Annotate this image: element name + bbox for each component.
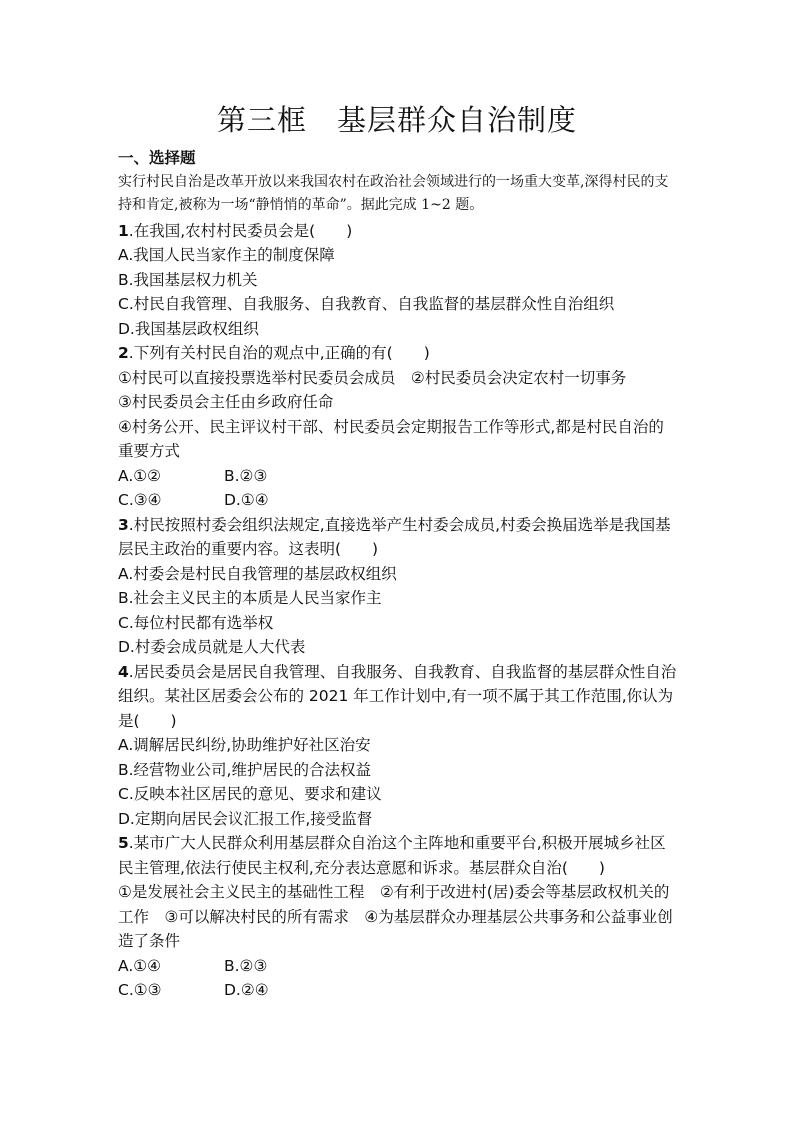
options-row <box>118 464 678 489</box>
option-a: A.①② <box>118 466 162 485</box>
question-1 <box>118 219 678 342</box>
question-2 <box>118 341 678 513</box>
section-heading: 一、选择题 <box>118 149 196 167</box>
question-stem: 2.下列有关村民自治的观点中,正确的有( ) <box>118 344 430 362</box>
question-4 <box>118 660 678 832</box>
option-c: C.村民自我管理、自我服务、自我教育、自我监督的基层群众性自治组织 <box>118 295 615 313</box>
option-c: C.反映本社区居民的意见、要求和建议 <box>118 785 382 803</box>
option-d: D.我国基层政权组织 <box>118 319 259 338</box>
option-c: C.③④ <box>118 491 162 509</box>
statement-line: ①村民可以直接投票选举村民委员会成员 ②村民委员会决定农村一切事务 <box>118 368 627 387</box>
option-d: D.②④ <box>224 981 269 999</box>
option-a: A.我国人民当家作主的制度保障 <box>118 246 335 264</box>
options-row <box>118 488 678 513</box>
option-c: C.①③ <box>118 981 162 999</box>
options-row <box>118 978 678 1003</box>
option-b: B.社会主义民主的本质是人民当家作主 <box>118 589 382 607</box>
question-stem: 3.村民按照村委会组织法规定,直接选举产生村委会成员,村委会换届选举是我国基层民主政治的重要内容。这表明( ) <box>118 515 671 558</box>
statement-line: ④村务公开、民主评议村干部、村民委员会定期报告工作等形式,都是村民自治的重要方式 <box>118 417 664 460</box>
statement-line: ①是发展社会主义民主的基础性工程 ②有利于改进村(居)委会等基层政权机关的工作 ③可以解决村民的所有需求 ④为基层群众办理基层公共事务和公益事业创造了条件 <box>118 883 673 950</box>
option-a: A.村委会是村民自我管理的基层政权组织 <box>118 564 397 583</box>
document-body <box>118 146 678 1003</box>
option-a: A.①④ <box>118 956 162 975</box>
question-stem: 4.居民委员会是居民自我管理、自我服务、自我教育、自我监督的基层群众性自治组织。某社区居委会公布的 2021 年工作计划中,有一项不属于其工作范围,你认为是( ) <box>118 662 677 730</box>
option-b: B.②③ <box>224 956 268 975</box>
question-3 <box>118 513 678 660</box>
page-title: 第三框 基层群众自治制度 <box>216 103 577 137</box>
option-b: B.经营物业公司,维护居民的合法权益 <box>118 760 371 779</box>
options-row <box>118 954 678 979</box>
option-d: D.村委会成员就是人大代表 <box>118 638 306 656</box>
option-d: D.定期向居民会议汇报工作,接受监督 <box>118 809 373 828</box>
question-5 <box>118 831 678 1003</box>
question-stem: 5.某市广大人民群众利用基层群众自治这个主阵地和重要平台,积极开展城乡社区民主管理,依法行使民主权利,充分表达意愿和诉求。基层群众自治( ) <box>118 834 666 877</box>
option-d: D.①④ <box>224 491 269 509</box>
reading-passage: 实行村民自治是改革开放以来我国农村在政治社会领域进行的一场重大变革,深得村民的支持和肯定,被称为一场“静悄悄的革命”。据此完成 1~2 题。 <box>118 173 669 213</box>
question-stem: 1.在我国,农村村民委员会是( ) <box>118 221 353 240</box>
statement-line: ③村民委员会主任由乡政府任命 <box>118 393 334 411</box>
option-a: A.调解居民纠纷,协助维护好社区治安 <box>118 736 371 754</box>
option-c: C.每位村民都有选举权 <box>118 613 274 632</box>
option-b: B.我国基层权力机关 <box>118 270 258 289</box>
option-b: B.②③ <box>224 466 268 485</box>
